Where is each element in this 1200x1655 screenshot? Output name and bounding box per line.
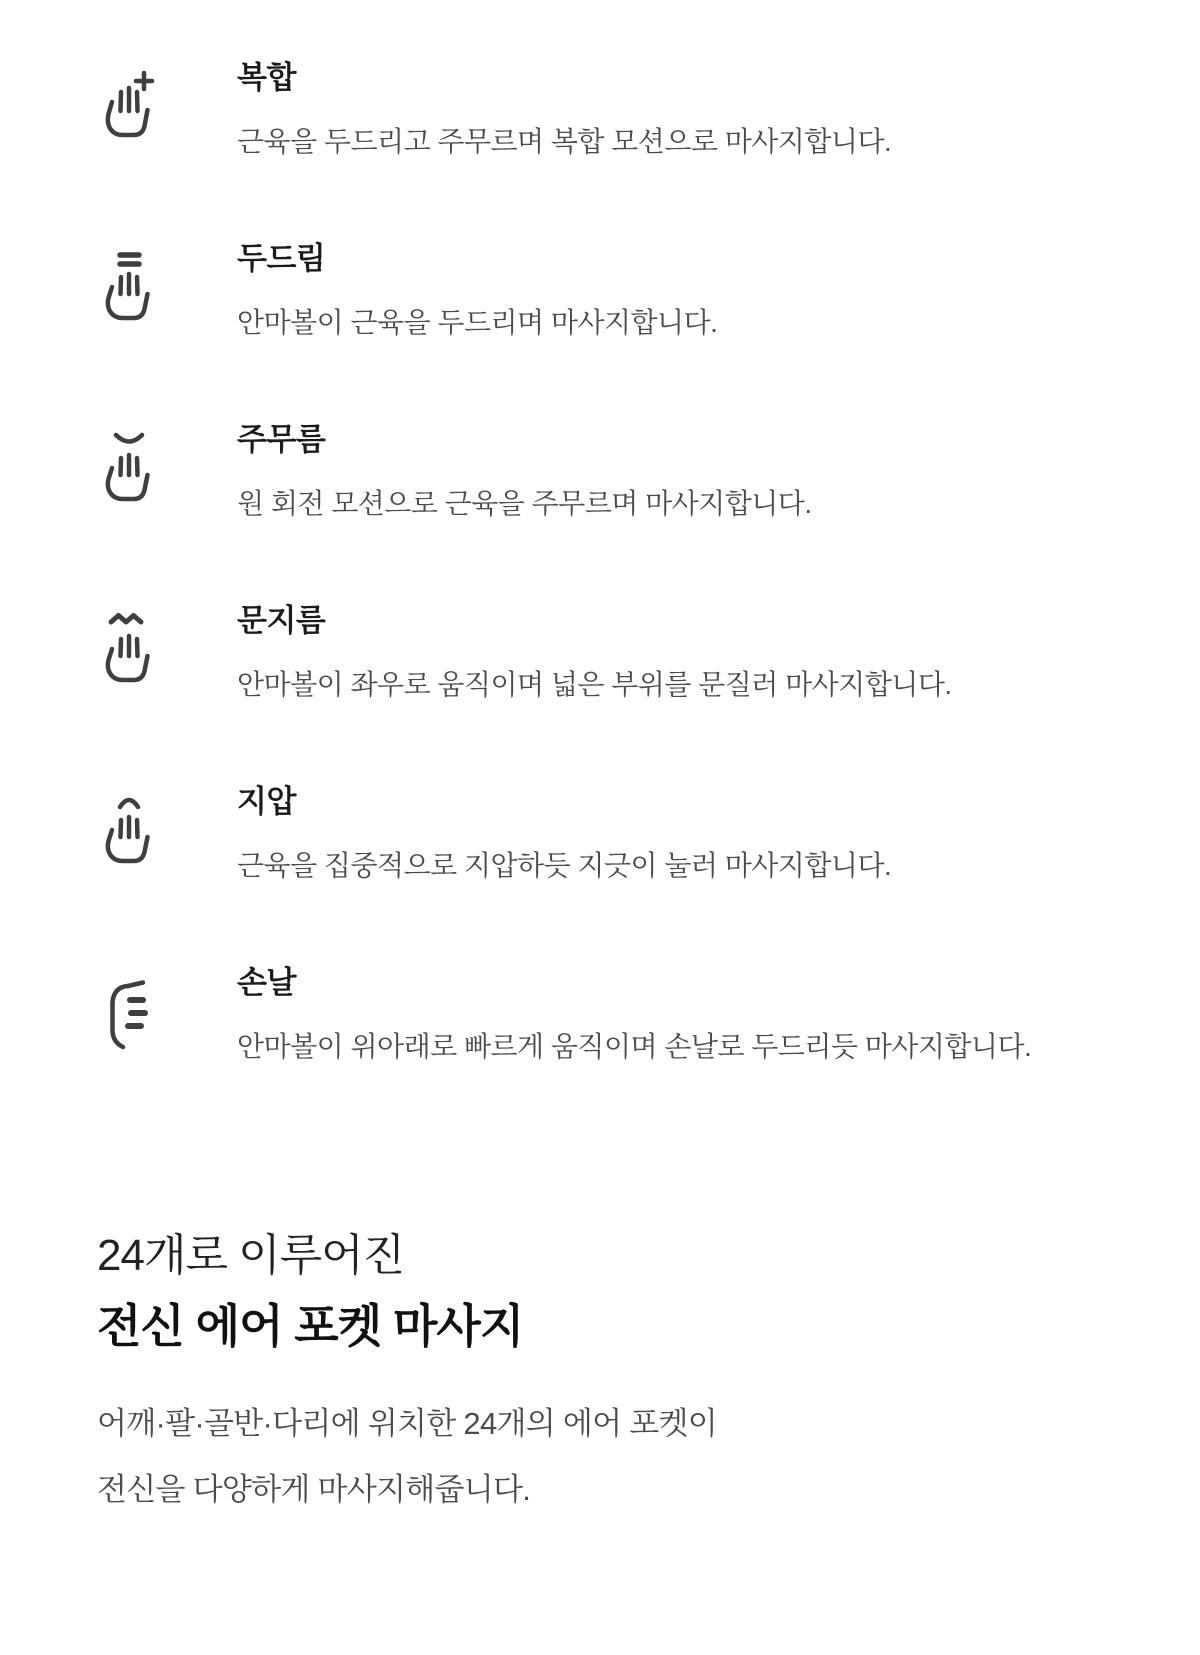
mode-text-block — [237, 601, 952, 705]
mode-text-block — [237, 239, 717, 343]
hand-rub-icon — [97, 609, 161, 693]
massage-mode-item-complex — [97, 58, 1160, 162]
massage-mode-title: 지압 — [237, 784, 296, 819]
massage-mode-title: 손날 — [237, 965, 296, 1000]
mode-text-block — [237, 963, 1031, 1067]
massage-mode-item-rubbing — [97, 601, 1160, 705]
massage-mode-description: 근육을 집중적으로 지압하듯 지긋이 눌러 마사지합니다. — [237, 850, 892, 881]
massage-mode-item-tapping — [97, 239, 1160, 343]
air-pocket-heading-line2: 전신 에어 포켓 마사지 — [97, 1300, 524, 1352]
hand-press-icon — [97, 790, 161, 874]
massage-mode-description: 안마볼이 좌우로 움직이며 넓은 부위를 문질러 마사지합니다. — [237, 669, 952, 700]
mode-text-block — [237, 58, 891, 162]
mode-text-block — [237, 782, 891, 886]
hand-plus-icon — [97, 66, 161, 150]
air-pocket-description-line2: 전신을 다양하게 마사지해줍니다. — [97, 1472, 531, 1507]
massage-mode-title: 문지름 — [237, 603, 326, 638]
massage-mode-title: 주무름 — [237, 422, 326, 457]
air-pocket-description-line1: 어깨·팔·골반·다리에 위치한 24개의 에어 포켓이 — [97, 1406, 718, 1441]
massage-mode-title: 복합 — [237, 60, 296, 95]
air-pocket-heading-line1: 24개로 이루어진 — [97, 1231, 405, 1280]
hand-tap-icon — [97, 247, 161, 331]
massage-mode-title: 두드림 — [237, 241, 326, 276]
massage-mode-item-pressing — [97, 782, 1160, 886]
mode-text-block — [237, 420, 812, 524]
air-pocket-description — [97, 1391, 1160, 1523]
massage-mode-item-kneading — [97, 420, 1160, 524]
hand-edge-icon — [97, 971, 161, 1055]
massage-mode-description: 원 회전 모션으로 근육을 주무르며 마사지합니다. — [237, 488, 812, 519]
air-pocket-section — [97, 1227, 1160, 1523]
massage-mode-description: 안마볼이 근육을 두드리며 마사지합니다. — [237, 307, 718, 338]
massage-mode-description: 근육을 두드리고 주무르며 복합 모션으로 마사지합니다. — [237, 126, 892, 157]
massage-mode-description: 안마볼이 위아래로 빠르게 움직이며 손날로 두드리듯 마사지합니다. — [237, 1031, 1032, 1062]
hand-knead-icon — [97, 428, 161, 512]
massage-mode-item-hand-edge — [97, 963, 1160, 1067]
